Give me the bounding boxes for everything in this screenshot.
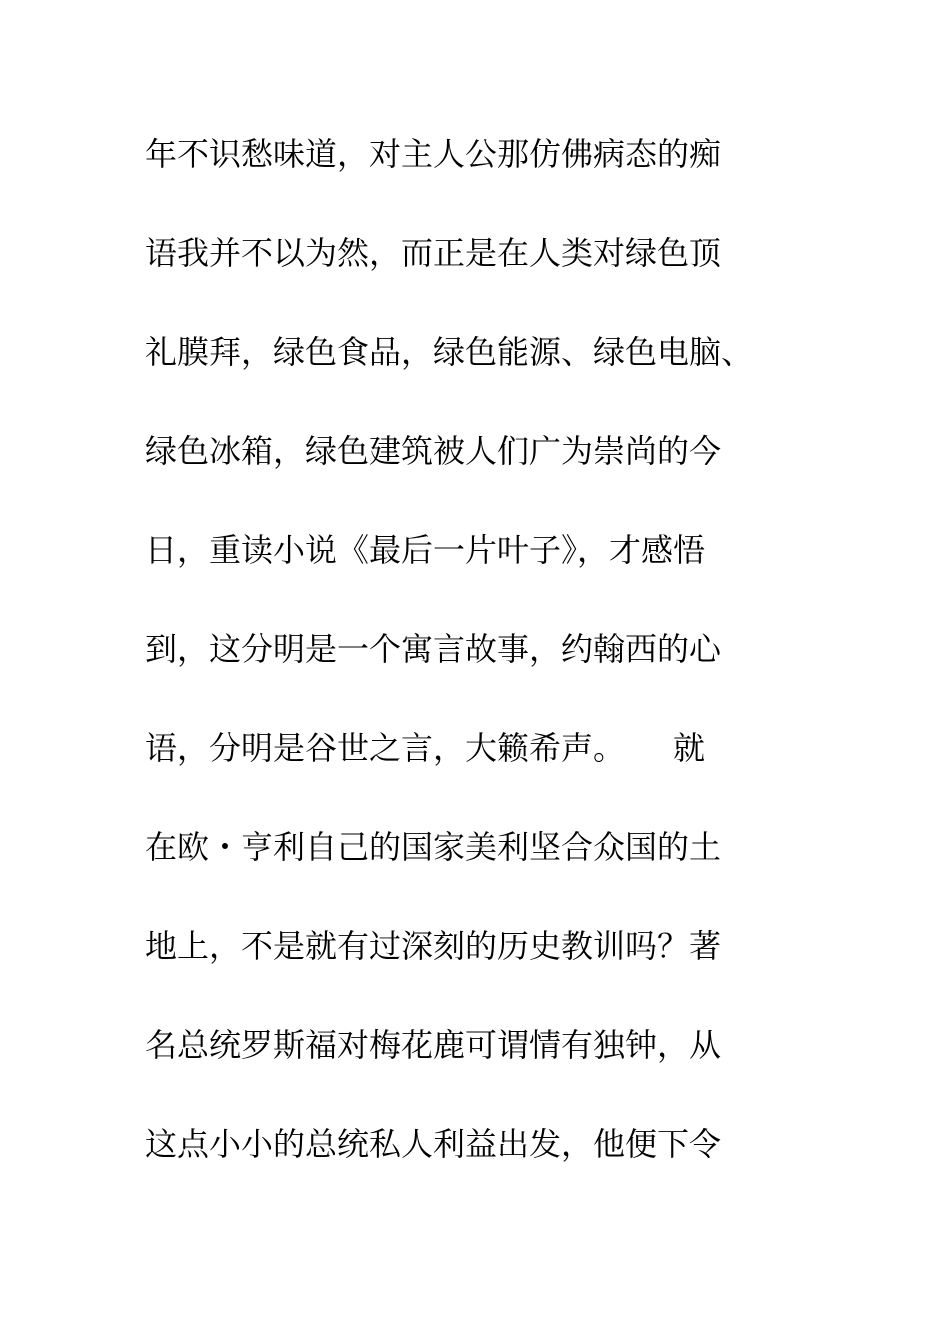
text-line: 地上，不是就有过深刻的历史教训吗？著 [145,927,722,965]
document-body [145,126,845,1215]
text-line: 语我并不以为然，而正是在人类对绿色顶 [145,234,722,272]
text-line: 语，分明是谷世之言，大籁希声。 就 [145,729,706,767]
text-line: 年不识愁味道，对主人公那仿佛病态的痴 [145,135,722,173]
text-line: 日，重读小说《最后一片叶子》，才感悟 [145,531,706,569]
text-line: 绿色冰箱，绿色建筑被人们广为崇尚的今 [145,432,722,470]
text-line: 在欧・亨利自己的国家美利坚合众国的土 [145,828,722,866]
text-line: 名总统罗斯福对梅花鹿可谓情有独钟，从 [145,1026,722,1064]
text-line: 到，这分明是一个寓言故事，约翰西的心 [145,630,722,668]
text-line: 这点小小的总统私人利益出发，他便下令 [145,1125,722,1163]
text-line: 礼膜拜，绿色食品，绿色能源、绿色电脑、 [145,333,754,371]
